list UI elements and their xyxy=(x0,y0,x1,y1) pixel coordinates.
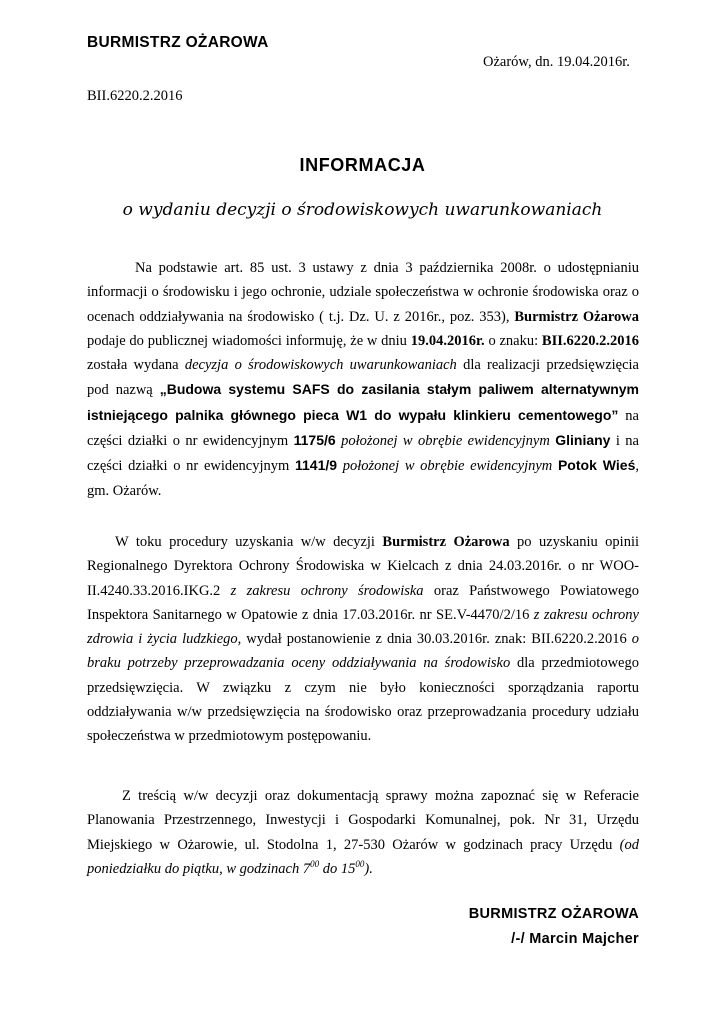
p2-text: po uzyskaniu opinii Regionalnego Dyrektora Ochrony Środowiska w Kielcach z dnia 24.03.2016r. o nr WOO-II.4240.33.2016.IKG.2 xyxy=(87,534,640,599)
p1-text: została wydana xyxy=(87,357,185,374)
p1-text: podaje do publicznej wiadomości informuję, że w dniu xyxy=(87,332,411,349)
p2-authority: Burmistrz Ożarowa xyxy=(382,534,510,550)
footer-signer: /-/ Marcin Majcher xyxy=(511,931,639,947)
p2-text: dla przedmiotowego przedsięwzięcia. W związku z czym nie było konieczności sporządzania raportu oddziaływania w/w przedsięwzięcia na środowisko oraz przeprowadzania procedury udziału społeczeństwa w przedmiotowym postępowaniu. xyxy=(87,655,639,745)
office-hours: (od poniedziałku do piątku, w godzinach $7^{00}$ do $15^{00}$). xyxy=(87,836,639,877)
p1-location-text: położonej w obrębie ewidencyjnym xyxy=(337,458,558,475)
p1-text: Na podstawie art. 85 ust. 3 ustawy z dnia 3 października 2008r. o udostępnianiu informacji o środowisku i jego ochronie, udziale społeczeństwa w ochronie środowiska oraz o ocenach oddziaływania na środowisko ( t.j. Dz. U. z 2016r., poz. 353), xyxy=(87,260,639,325)
precinct-name: Potok Wieś xyxy=(557,457,636,474)
p1-authority: Burmistrz Ożarowa xyxy=(514,308,640,325)
project-name: „Budowa systemu SAFS do zasilania stałym paliwem alternatywnym istniejącego palnika głównego pieca W1 do wypału klinkieru cementowego” xyxy=(87,381,640,423)
document-title: INFORMACJA xyxy=(299,155,426,175)
header-authority: BURMISTRZ OŻAROWA xyxy=(87,34,269,51)
p1-text: o znaku: xyxy=(484,332,542,349)
paragraph-access-info xyxy=(87,784,639,881)
paragraph-procedure xyxy=(87,530,639,749)
p2-italic-text: z zakresu ochrony zdrowia i życia ludzkiego, xyxy=(87,606,639,648)
p2-text: wydał postanowienie z dnia 30.03.2016r. znak: BII.6220.2.2016 xyxy=(241,631,632,648)
decision-type: decyzja o środowiskowych uwarunkowaniach xyxy=(184,357,457,374)
p1-text: i na części działki o nr ewidencyjnym xyxy=(87,433,639,475)
p1-text: dla realizacji przedsięwzięcia pod nazwą xyxy=(87,357,639,399)
p2-text: oraz Państwowego Powiatowego Inspektora Sanitarnego w Opatowie z dnia 17.03.2016r. nr SE.V-4470/2/16 xyxy=(87,582,639,623)
case-signature: BII.6220.2.2016 xyxy=(87,88,183,104)
document-date: Ożarów, dn. 19.04.2016r. xyxy=(483,54,630,70)
paragraph-legal-basis xyxy=(87,256,639,503)
precinct-name: Gliniany xyxy=(555,432,611,449)
document-subtitle: o wydaniu decyzji o środowiskowych uwarunkowaniach xyxy=(122,200,603,220)
parcel-number: 1141/9 xyxy=(295,457,338,474)
p2-italic-text: o braku potrzeby przeprowadzania oceny oddziaływania na środowisko xyxy=(87,631,639,672)
decision-date: 19.04.2016r. xyxy=(410,332,485,349)
p2-italic-text: z zakresu ochrony środowiska xyxy=(230,582,424,599)
p2-text: W toku procedury uzyskania w/w decyzji xyxy=(115,534,383,550)
decision-reference: BII.6220.2.2016 xyxy=(541,332,639,349)
p1-text: , gm. Ożarów. xyxy=(87,458,639,499)
parcel-number: 1175/6 xyxy=(293,432,336,449)
p3-text: Z treścią w/w decyzji oraz dokumentacją sprawy można zapoznać się w Referacie Planowania Przestrzennego, Inwestycji i Gospodarki Komunalnej, pok. Nr 31, Urzędu Miejskiego w Ożarowie, ul. Stodolna 1, 27-530 Ożarów w godzinach pracy Urzędu xyxy=(87,788,639,853)
p1-location-text: położonej w obrębie ewidencyjnym xyxy=(335,433,556,450)
p1-text: na części działki o nr ewidencyjnym xyxy=(87,407,639,450)
footer-authority: BURMISTRZ OŻAROWA xyxy=(468,906,639,922)
